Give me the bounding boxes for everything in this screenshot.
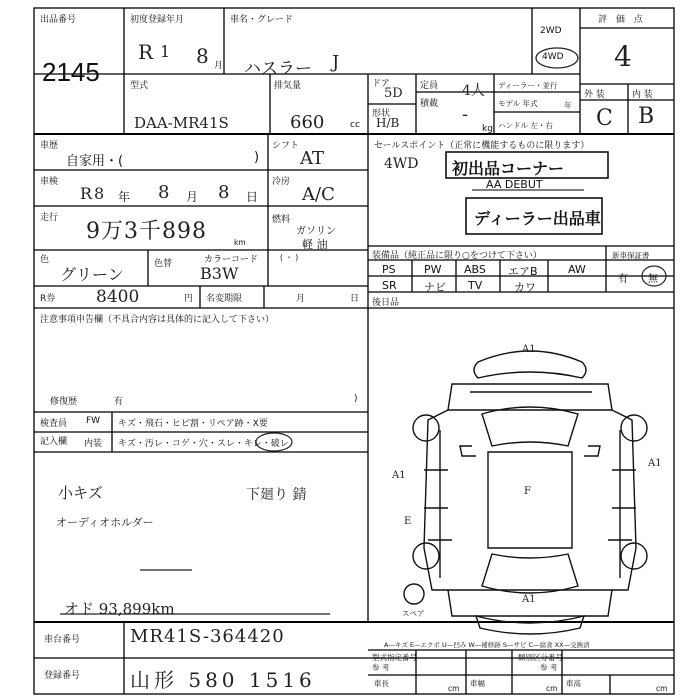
checker-fw-label: FW bbox=[86, 416, 101, 426]
doors-value: 5D bbox=[384, 86, 403, 101]
color-value: グリーン bbox=[60, 265, 124, 284]
type-label: 型式 bbox=[130, 81, 149, 91]
recycle-unit: 円 bbox=[184, 294, 194, 304]
inspector-note-3: 下廻り 錆 bbox=[246, 487, 307, 503]
inspection-day-unit: 日 bbox=[246, 190, 259, 204]
model-year-label: モデル 年式 bbox=[498, 99, 538, 108]
inspector-note-1: 小キズ bbox=[58, 484, 103, 502]
checker-in-items: キズ・汚レ・コゲ・穴・スレ・キレ・破レ bbox=[118, 439, 289, 449]
shift-value: AT bbox=[300, 148, 325, 169]
mark-left-door: E bbox=[404, 516, 412, 527]
first-corner-title: 初出品コーナー bbox=[452, 159, 565, 178]
history-value: 自家用・( bbox=[66, 154, 124, 169]
footer-width: 車幅 bbox=[470, 679, 485, 688]
dealer-stamp: ディーラー出品車 bbox=[474, 209, 601, 228]
displacement-unit: cc bbox=[350, 120, 360, 130]
checker-in-label: 内装 bbox=[84, 439, 103, 449]
footer-width-cm: cm bbox=[546, 684, 558, 693]
mileage-unit: km bbox=[234, 238, 246, 247]
registration-year: 1 bbox=[160, 42, 171, 61]
inspection-year-unit: 年 bbox=[118, 190, 131, 204]
checker-label-1: 検査員 bbox=[40, 419, 68, 429]
inspection-era: R bbox=[80, 184, 93, 203]
color-code: B3W bbox=[200, 264, 239, 283]
inspector-note-4: オド 93,899km bbox=[64, 600, 175, 618]
footer-height: 車高 bbox=[566, 679, 581, 688]
footer-ref-1: 参 考 bbox=[372, 663, 390, 672]
namechange-day: 日 bbox=[350, 294, 360, 304]
cooling-value: A/C bbox=[302, 184, 335, 205]
inspector-note-2: オーディオホルダー bbox=[56, 516, 154, 529]
warranty-label: 新車保証書 bbox=[612, 251, 650, 260]
plate-label: 登録番号 bbox=[44, 671, 81, 681]
footer-length-cm: cm bbox=[448, 684, 460, 693]
doors-shape-label: 形状 bbox=[372, 109, 391, 119]
warranty-no: 無 bbox=[648, 274, 658, 285]
registration-era: R bbox=[138, 40, 154, 64]
notes-label: 注意事項申告欄（不具合内容は具体的に記入して下さい） bbox=[40, 315, 275, 325]
footer-class-label: 類別区分番号 bbox=[518, 653, 563, 662]
repair-value: 有 bbox=[114, 397, 124, 407]
checker-fw-items: キズ・飛石・ヒビ割・リペア跡・X要 bbox=[118, 419, 268, 429]
mark-roof: A1 bbox=[522, 344, 536, 355]
sales-point-hw: 4WD bbox=[384, 156, 419, 172]
model-label: 車名・グレード bbox=[230, 15, 294, 25]
rear-seat-label: 後日品 bbox=[372, 298, 400, 308]
plate-value: 山形 580 1516 bbox=[130, 668, 316, 692]
inspection-month-unit: 月 bbox=[186, 190, 199, 204]
score-interior: B bbox=[638, 104, 655, 129]
equip-abs: ABS bbox=[464, 263, 486, 276]
load-value: - bbox=[462, 104, 469, 125]
registration-label: 初度登録年月 bbox=[130, 15, 185, 25]
fuel-gasoline: ガソリン bbox=[296, 226, 336, 237]
load-unit: kg bbox=[482, 124, 493, 134]
equip-pw: PW bbox=[424, 263, 442, 276]
capacity-label: 定員 bbox=[420, 81, 439, 91]
doors-shape: H/B bbox=[376, 116, 400, 130]
registration-month-unit: 月 bbox=[214, 61, 224, 71]
history-close: ) bbox=[254, 150, 260, 165]
inspection-month: 8 bbox=[158, 182, 170, 203]
namechange-month: 月 bbox=[296, 294, 306, 304]
footer-length: 車長 bbox=[374, 679, 389, 688]
score-ext-label: 外 装 bbox=[584, 90, 605, 100]
fuel-label: 燃料 bbox=[272, 215, 291, 225]
model-grade: J bbox=[332, 52, 340, 73]
score-int-label: 内 装 bbox=[632, 90, 653, 100]
mark-roof-center: F bbox=[524, 486, 531, 497]
load-label: 積載 bbox=[420, 99, 439, 109]
color-code-label: カラーコード bbox=[204, 255, 259, 265]
capacity-value: 4人 bbox=[462, 83, 485, 99]
equip-tv: TV bbox=[468, 279, 483, 292]
chassis-label: 車台番号 bbox=[44, 635, 81, 645]
sales-point-label: セールスポイント（正常に機能するものに限ります） bbox=[374, 141, 590, 151]
score-value: 4 bbox=[614, 40, 632, 73]
color-label: 色 bbox=[40, 255, 50, 265]
score-exterior: C bbox=[596, 106, 613, 131]
drive-2wd: 2WD bbox=[540, 26, 562, 36]
equipment-label: 装備品（純正品に限り○をつけて下さい） bbox=[372, 251, 542, 261]
cooling-label: 冷房 bbox=[272, 177, 291, 187]
footer-ref-2: 参 考 bbox=[540, 663, 558, 672]
equip-aw: AW bbox=[568, 263, 586, 276]
footer-height-cm: cm bbox=[656, 684, 668, 693]
equip-navi: ナビ bbox=[424, 281, 446, 294]
equip-airbag: エアB bbox=[508, 265, 538, 278]
inspection-day: 8 bbox=[218, 182, 230, 203]
fuel-diesel: 軽 油 bbox=[302, 238, 328, 251]
mark-rear: A1 bbox=[522, 594, 536, 605]
warranty-yes: 有 bbox=[618, 274, 628, 285]
inspection-label: 車検 bbox=[40, 177, 59, 187]
repair-label: 修復歴 bbox=[50, 397, 78, 407]
namechange-label: 名変期限 bbox=[206, 294, 243, 304]
repair-close: ) bbox=[354, 394, 358, 404]
equip-ps: PS bbox=[382, 263, 396, 276]
lot-number: 2145 bbox=[42, 57, 100, 87]
equip-leather: カワ bbox=[514, 281, 536, 294]
mileage-value: 9万3千898 bbox=[86, 219, 207, 244]
model-name: ハスラー bbox=[244, 59, 312, 79]
color-tone-label: 色替 bbox=[154, 259, 173, 269]
recycle-value: 8400 bbox=[96, 287, 140, 307]
mark-left: A1 bbox=[392, 470, 406, 481]
type-value: DAA-MR41S bbox=[134, 114, 229, 132]
score-label: 評 価 点 bbox=[598, 15, 646, 25]
equip-sr: SR bbox=[382, 279, 397, 292]
doors-label: ドア bbox=[372, 79, 390, 89]
history-label: 車歴 bbox=[40, 141, 59, 151]
spare-label: スペア bbox=[402, 609, 425, 618]
displacement-label: 排気量 bbox=[274, 81, 302, 91]
checker-label-2: 記入欄 bbox=[40, 437, 68, 447]
lot-label: 出品番号 bbox=[40, 15, 77, 25]
steering-label: ハンドル 左・右 bbox=[498, 121, 553, 130]
registration-month: 8 bbox=[196, 44, 209, 68]
recycle-label: R券 bbox=[40, 294, 56, 304]
displacement-value: 660 bbox=[290, 112, 325, 133]
fuel-other: ( ・ ) bbox=[280, 253, 299, 262]
footer-type-label: 型式指定番号 bbox=[372, 653, 417, 662]
chassis-value: MR41S-364420 bbox=[130, 626, 285, 647]
dealer-label: ディーラー・並行 bbox=[498, 81, 558, 90]
model-year-unit: 年 bbox=[564, 101, 572, 110]
drive-4wd: 4WD bbox=[542, 52, 564, 62]
aa-debut: AA DEBUT bbox=[486, 178, 543, 191]
shift-label: シフト bbox=[272, 141, 300, 151]
mark-right: A1 bbox=[648, 458, 662, 469]
mileage-label: 走行 bbox=[40, 213, 59, 223]
inspection-year: 8 bbox=[94, 184, 105, 203]
damage-legend: A—キズ E—エクボ U—凹み W—補修跡 S—サビ C—腐食 XX—交換済 bbox=[384, 641, 590, 649]
